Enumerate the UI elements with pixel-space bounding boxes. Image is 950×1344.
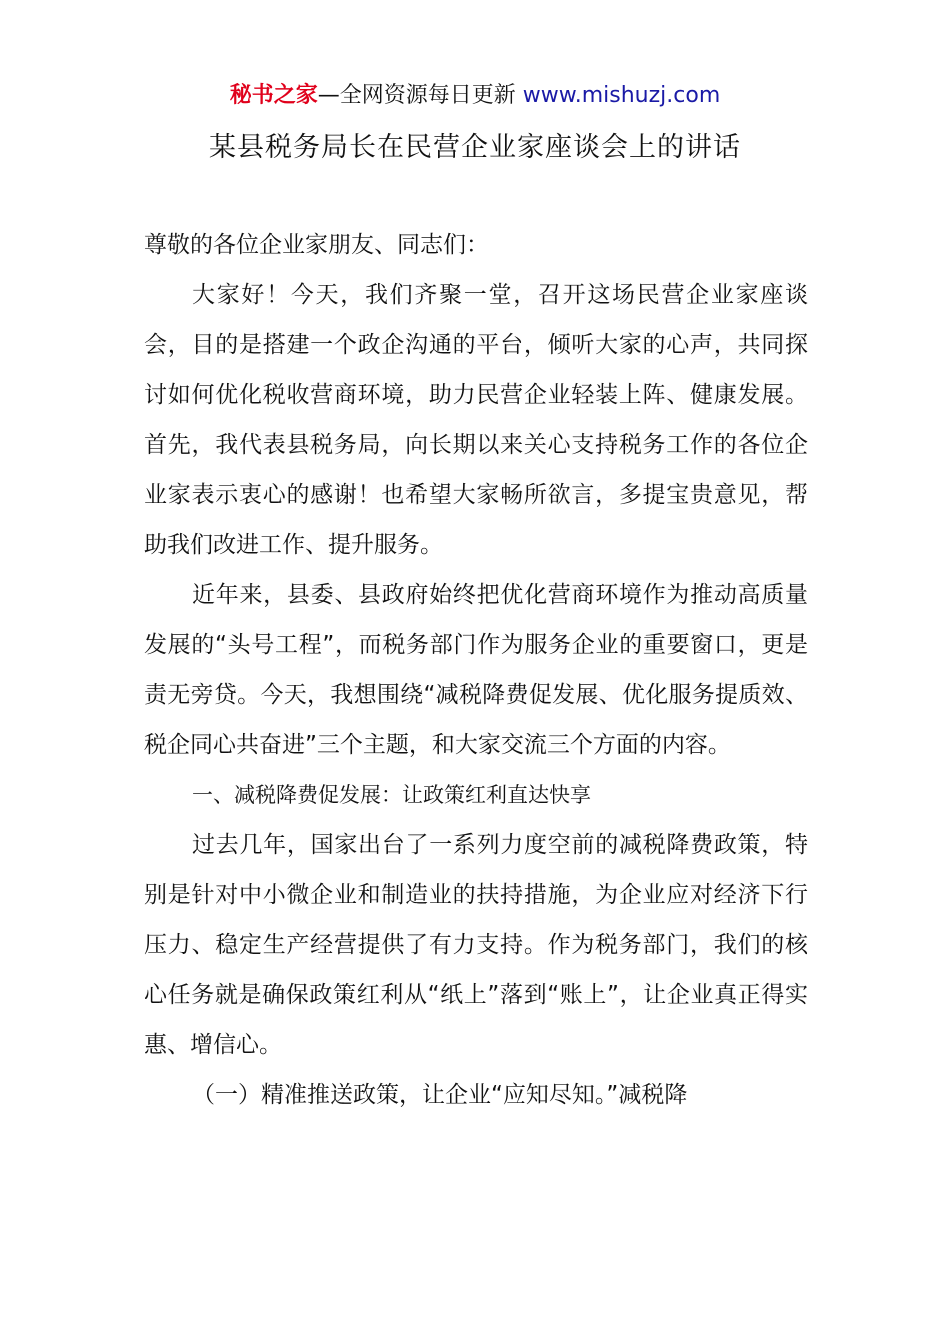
paragraph-subsection-1: （一）精准推送政策，让企业“应知尽知。”减税降 bbox=[192, 1082, 688, 1108]
header-slogan: —全网资源每日更新 bbox=[317, 83, 523, 108]
section-heading-1: 一、减税降费促发展：让政策红利直达快享 bbox=[192, 783, 591, 807]
paragraph-intro: 近年来，县委、县政府始终把优化营商环境作为推动高质量发展的“头号工程”，而税务部门作为服务企业的重要窗口，更是责无旁贷。今天，我想围绕“减税降费促发展、优化服务提质效、税企同心共奋进”三个主题，和大家交流三个方面的内容。 bbox=[144, 582, 808, 758]
salutation: 尊敬的各位企业家朋友、同志们： bbox=[144, 232, 489, 258]
document-title: 某县税务局长在民营企业家座谈会上的讲话 bbox=[209, 132, 741, 163]
site-header bbox=[0, 80, 950, 112]
paragraph-policy: 过去几年，国家出台了一系列力度空前的减税降费政策，特别是针对中小微企业和制造业的扶持措施，为企业应对经济下行压力、稳定生产经营提供了有力支持。作为税务部门，我们的核心任务就是确保政策红利从“纸上”落到“账上”，让企业真正得实惠、增信心。 bbox=[144, 832, 808, 1058]
document-body bbox=[144, 220, 808, 1120]
site-url[interactable]: www.mishuzj.com bbox=[522, 83, 721, 108]
paragraph-greeting: 大家好！今天，我们齐聚一堂，召开这场民营企业家座谈会，目的是搭建一个政企沟通的平台，倾听大家的心声，共同探讨如何优化税收营商环境，助力民营企业轻装上阵、健康发展。首先，我代表县税务局，向长期以来关心支持税务工作的各位企业家表示衷心的感谢！也希望大家畅所欲言，多提宝贵意见，帮助我们改进工作、提升服务。 bbox=[144, 282, 808, 558]
brand-name: 秘书之家 bbox=[229, 83, 318, 108]
